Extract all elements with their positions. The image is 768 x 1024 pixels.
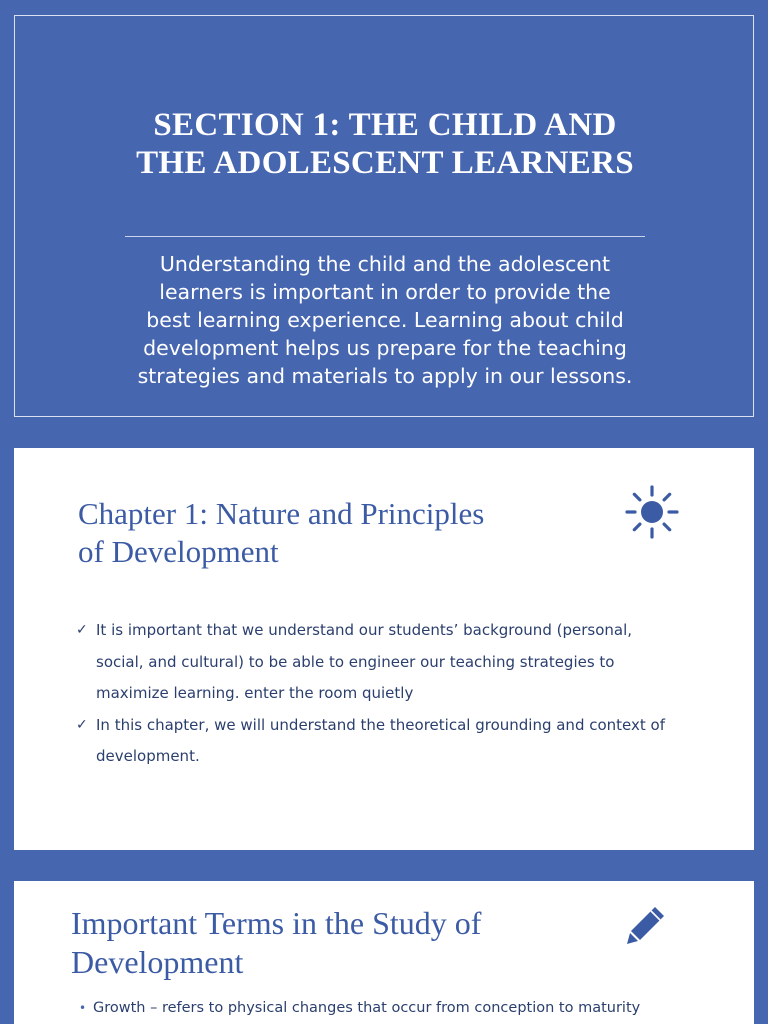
list-item [76,615,696,710]
section-title-line: SECTION 1: THE CHILD AND [153,107,617,143]
chapter-heading-line: Chapter 1: Nature and Principles [78,496,485,531]
bullet-dot: • [79,1001,87,1015]
subtitle-line: Understanding the child and the adolescent [159,252,611,276]
terms-heading-line: Development [71,944,244,980]
title-slide [14,15,754,417]
chapter-bullet-list [76,615,696,773]
subtitle-line: strategies and materials to apply in our lessons. [137,364,633,388]
bullet-line: In this chapter, we will understand the theoretical grounding and context of [96,715,665,734]
chapter-heading-line: of Development [78,534,279,569]
terms-slide [14,881,754,1024]
chapter-slide [14,448,754,850]
chapter-heading [78,495,484,571]
bullet-line: social, and cultural) to be able to engineer our teaching strategies to [96,652,615,671]
section-title [15,106,755,182]
terms-heading-line: Important Terms in the Study of [71,905,482,941]
check-icon: ✓ [76,716,88,733]
terms-heading [71,904,481,982]
subtitle-line: development helps us prepare for the teaching [143,336,627,360]
sun-icon [624,484,680,540]
bullet-line: It is important that we understand our students’ background (personal, [96,621,633,639]
subtitle-line: best learning experience. Learning about child [146,308,624,332]
bullet-line: development. [96,747,200,765]
term-text: Growth – refers to physical changes that occur from conception to maturity [93,1000,641,1016]
section-title-line: THE ADOLESCENT LEARNERS [136,145,634,181]
bullet-line: maximize learning. enter the room quietly [96,684,414,702]
list-item [76,710,696,773]
title-divider [125,236,645,237]
check-icon: ✓ [76,622,88,638]
pencil-icon [624,903,668,947]
list-item [76,997,716,1019]
section-subtitle [85,250,685,390]
subtitle-line: learners is important in order to provide the [159,280,611,304]
terms-bullet-list [76,997,716,1019]
